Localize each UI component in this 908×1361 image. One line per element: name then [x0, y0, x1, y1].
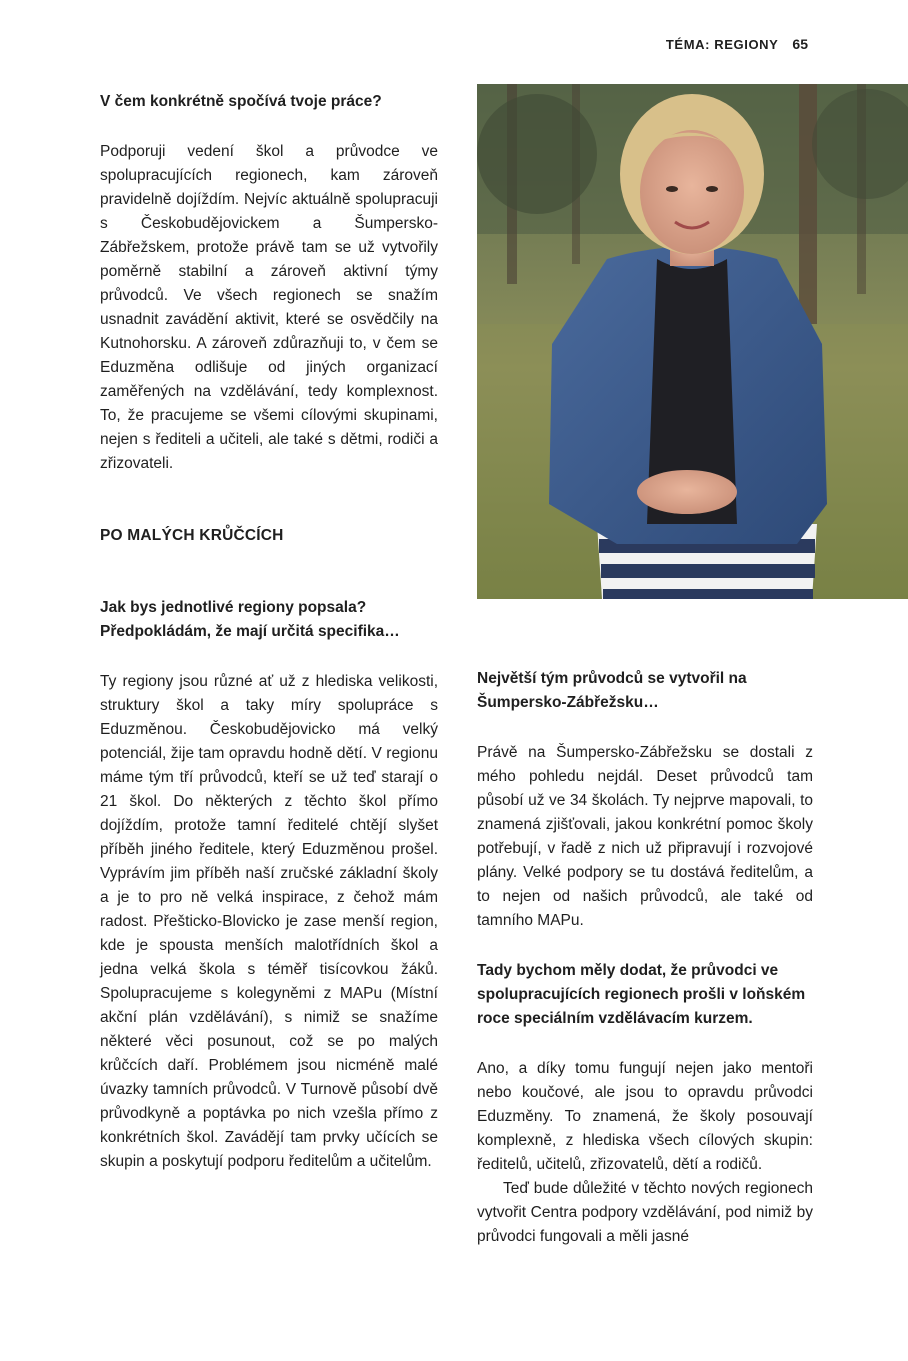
question-4: Tady bychom měly dodat, že průvodci ve spolupracujících regionech prošli v loňském roce speciálním vzdělávacím kurzem.: [477, 962, 806, 1027]
left-column: [100, 90, 438, 1174]
answer-3: Právě na Šumpersko-Zábřežsku se dostali z mého pohledu nejdál. Deset průvodců tam působí už ve 34 školách. Ty nejprve mapovali, to znamená zjišťovali, jakou konkrétní pomoc školy potřebují, v řadě z nich už připravují i rozvojové plány. Velké podpory se tu dostává ředitelům, a to nejen od našich průvodců, ale také od tamního MAPu.: [477, 744, 813, 929]
section-label: TÉMA: REGIONY: [665, 37, 779, 52]
answer-2: Ty regiony jsou různé ať už z hlediska velikosti, struktury škol a taky míry spolupráce s Eduzměnou. Českobudějovicko má velký potenciál, žije tam opravdu hodně dětí. V regionu máme tým tří průvodců, kteří se už teď starají o 21 škol. Do některých z těchto škol přímo dojíždím, protože tamní ředitelé chtějí slyšet příběh jiného ředitele, který Eduzměnou prošel. Vyprávím jim příběh naší zručské základní školy a je to pro ně velká inspirace, z čehož mám radost. Přešticko-Blovicko je zase menší region, kde je spousta menších malotřídních škol a jedna velká škola s téměř tisícovkou žáků. Spolupracujeme s kolegyněmi z MAPu (Místní akční plán vzdělávání), s nimiž se snažíme některé věci posunout, což se po malých krůčcích daří. Problémem jsou nicméně malé úvazky tamních průvodců. V Turnově působí dvě průvodkyně a poptávka po nich vzešla přímo z konkrétních škol. Zavádějí tam prvky učících se skupin a poskytují podporu ředitelům a učitelům.: [100, 673, 438, 1170]
section-title: PO MALÝCH KRŮČCÍCH: [100, 527, 284, 544]
right-column: [477, 667, 813, 1249]
page-number: 65: [792, 36, 808, 52]
running-head: [666, 36, 808, 52]
answer-5: Teď bude důležité v těchto nových regionech vytvořit Centra podpory vzdělávání, pod nimiž by průvodci fungovali a měli jasné: [477, 1180, 813, 1245]
answer-4: Ano, a díky tomu fungují nejen jako mentoři nebo koučové, ale jsou to opravdu průvodci Eduzměny. To znamená, že školy posouvají komplexně, z hlediska všech cílových skupin: ředitelů, učitelů, zřizovatelů, dětí a rodičů.: [477, 1060, 813, 1173]
question-1: V čem konkrétně spočívá tvoje práce?: [100, 93, 382, 110]
answer-1: Podporuji vedení škol a průvodce ve spolupracujících regionech, kam zároveň pravidelně dojíždím. Nejvíc aktuálně spolupracuji s Českobudějovickem a Šumpersko-Zábřežskem, protože právě tam se už vytvořily poměrně stabilní a zároveň aktivní týmy průvodců. Ve všech regionech se snažím usnadnit zavádění aktivit, které se osvědčily na Kutnohorsku. A zároveň zdůrazňuji to, v čem se Eduzměna odlišuje od jiných organizací zaměřených na vzdělávání, tedy komplexnost. To, že pracujeme se všemi cílovými skupinami, nejen s řediteli a učiteli, ale také s dětmi, rodiči a zřizovateli.: [100, 143, 438, 472]
portrait-photo: [477, 84, 908, 599]
question-3: Největší tým průvodců se vytvořil na Šumpersko-Zábřežsku…: [477, 670, 747, 711]
question-2: Jak bys jednotlivé regiony popsala? Předpokládám, že mají určitá specifika…: [100, 599, 400, 640]
